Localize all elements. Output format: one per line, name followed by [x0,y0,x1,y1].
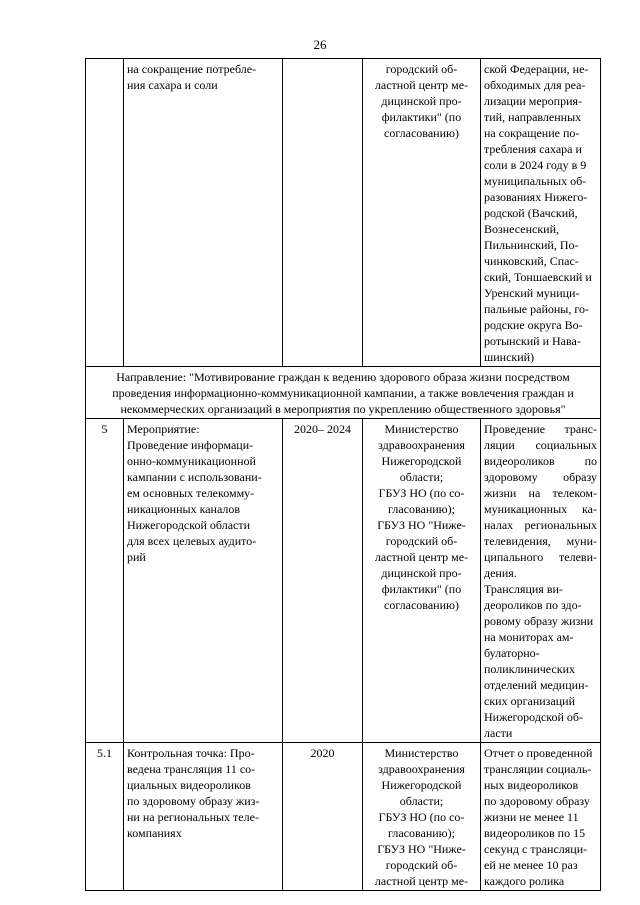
expected-result: Отчет о проведенной трансляции социаль- ных видеороликов по здоровому образу жизни не менее 11 видеороликов по 15 секунд с трансляци- ей не менее 10 раз каждого ролика [481,743,601,891]
implementation-term: 2020– 2024 [283,419,363,743]
responsible-executor: городский об- ластной центр ме- дицинской про- филактики" (по согласованию) [363,59,481,367]
expected-result: Проведение транс- ляции социальных видеороликов по здоровому образу жизни на телеком- муникационных ка- налах региональных телевидения, муни- ципального телеви- дения. Трансляция ви- деороликов по здо- ровому образу жизни на мониторах ам- булаторно- поликлинических отделений медицин- ских организаций Нижегородской об- ласти [481,419,601,743]
row-number [86,59,124,367]
implementation-term [283,59,363,367]
measures-table [85,58,601,891]
measure-name: Мероприятие: Проведение информаци- онно-коммуникационной кампании с использовани- ем основных телекомму- никационных каналов Нижегородской области для всех целевых аудито- рий [124,419,283,743]
row-number: 5 [86,419,124,743]
expected-result: ской Федерации, не- обходимых для реа- лизации мероприя- тий, направленных на сокращение по- требления сахара и соли в 2024 году в 9 муниципальных об- разованиях Нижего- родской (Вачский, Вознесенский, Пильнинский, По- чинковский, Спас- ский, Тоншаевский и Уренский муници- пальные районы, го- родские округа Во- ротынский и Нава- шинский) [481,59,601,367]
measure-name: на сокращение потребле- ния сахара и соли [124,59,283,367]
row-number: 5.1 [86,743,124,891]
responsible-executor: Министерство здравоохранения Нижегородской области; ГБУЗ НО (по со- гласованию); ГБУЗ НО "Ниже- городский об- ластной центр ме- дицинской про- филактики" (по согласованию) [363,419,481,743]
direction-heading: Направление: "Мотивирование граждан к ведению здорового образа жизни посредством проведения информационно-коммуникационной кампании, а также вовлечения граждан и некоммерческих организаций в мероприятия по укреплению общественного здоровья" [86,367,601,419]
responsible-executor: Министерство здравоохранения Нижегородской области; ГБУЗ НО (по со- гласованию); ГБУЗ НО "Ниже- городский об- ластной центр ме- [363,743,481,891]
measure-name: Контрольная точка: Про- ведена трансляция 11 со- циальных видеороликов по здоровому образу жиз- ни на региональных теле- компаниях [124,743,283,891]
implementation-term: 2020 [283,743,363,891]
table-row [86,743,601,891]
page-number: 26 [313,37,327,52]
direction-row [86,367,601,419]
table-row [86,59,601,367]
table-row [86,419,601,743]
